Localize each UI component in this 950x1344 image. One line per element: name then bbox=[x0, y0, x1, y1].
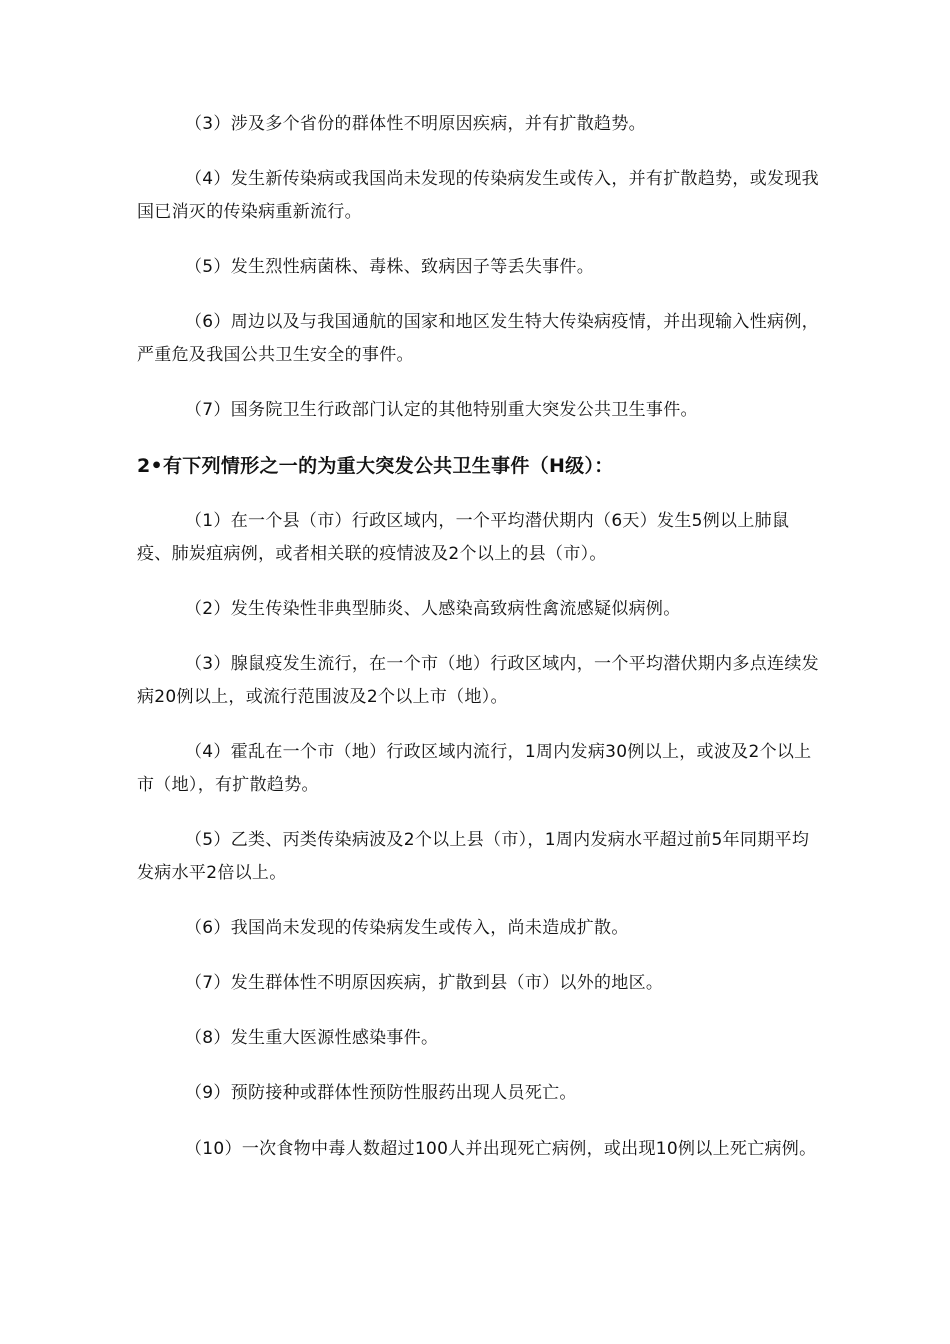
item-6: （6）周边以及与我国通航的国家和地区发生特大传染病疫情，并出现输入性病例，严重危及我国公共卫生安全的事件。 bbox=[137, 312, 819, 365]
h-item-9: （9）预防接种或群体性预防性服药出现人员死亡。 bbox=[185, 1083, 577, 1103]
item-4: （4）发生新传染病或我国尚未发现的传染病发生或传入，并有扩散趋势，或发现我国已消灭的传染病重新流行。 bbox=[137, 169, 819, 222]
h-item-6: （6）我国尚未发现的传染病发生或传入，尚未造成扩散。 bbox=[185, 918, 629, 938]
h-item-7: （7）发生群体性不明原因疾病，扩散到县（市）以外的地区。 bbox=[185, 973, 664, 993]
h-item-4: （4）霍乱在一个市（地）行政区域内流行，1周内发病30例以上，或波及2个以上市（地），有扩散趋势。 bbox=[137, 742, 812, 795]
h-item-3: （3）腺鼠疫发生流行，在一个市（地）行政区域内，一个平均潜伏期内多点连续发病20例以上，或流行范围波及2个以上市（地）。 bbox=[137, 654, 819, 707]
item-5: （5）发生烈性病菌株、毒株、致病因子等丢失事件。 bbox=[185, 257, 595, 277]
item-3: （3）涉及多个省份的群体性不明原因疾病，并有扩散趋势。 bbox=[185, 114, 646, 134]
h-item-8: （8）发生重大医源性感染事件。 bbox=[185, 1028, 439, 1048]
h-item-2: （2）发生传染性非典型肺炎、人感染高致病性禽流感疑似病例。 bbox=[185, 599, 681, 619]
item-7: （7）国务院卫生行政部门认定的其他特别重大突发公共卫生事件。 bbox=[185, 400, 698, 420]
section-heading: 2•有下列情形之一的为重大突发公共卫生事件（H级）： bbox=[137, 455, 614, 477]
h-item-10: （10）一次食物中毒人数超过100人并出现死亡病例，或出现10例以上死亡病例。 bbox=[185, 1139, 817, 1159]
h-item-5: （5）乙类、丙类传染病波及2个以上县（市），1周内发病水平超过前5年同期平均发病水平2倍以上。 bbox=[137, 830, 810, 883]
h-item-1: （1）在一个县（市）行政区域内，一个平均潜伏期内（6天）发生5例以上肺鼠疫、肺炭疽病例，或者相关联的疫情波及2个以上的县（市）。 bbox=[137, 511, 790, 564]
